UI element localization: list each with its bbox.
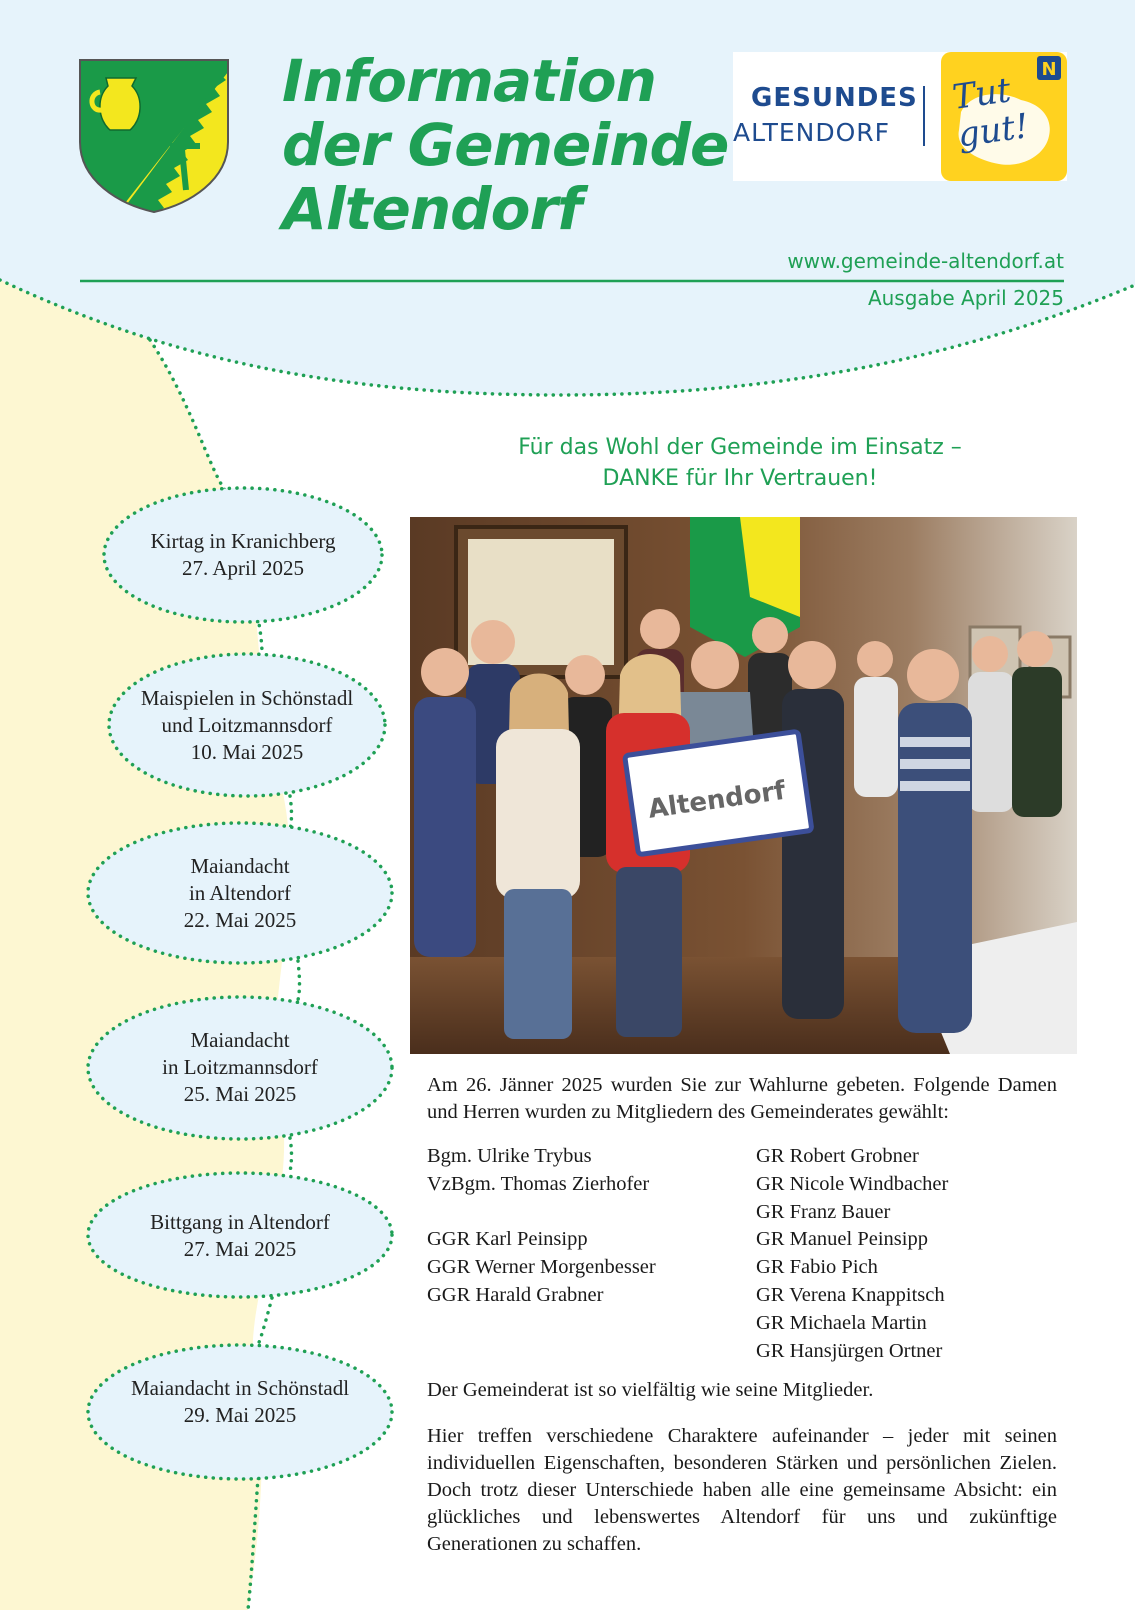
- event-item: [104, 515, 382, 595]
- event-date: 27. April 2025: [182, 556, 304, 580]
- article-paragraph: Hier treffen verschiedene Charaktere aufeinander – jeder mit seinen individuellen Eigenschaften, besonderen Stärken und persönlichen Zielen. Doch trotz dieser Unterschiede haben alle eine gemeinsame Absicht: ein glückliches und lebenswertes Altendorf für uns und zukünftige Generationen zu schaffen.: [427, 1425, 1057, 1555]
- member-gap: [427, 1199, 747, 1227]
- member-name: GR Michaela Martin: [756, 1311, 927, 1334]
- members-left-column: [427, 1143, 747, 1310]
- event-date: 22. Mai 2025: [183, 907, 297, 932]
- event-name: Bittgang in Altendorf: [150, 1210, 330, 1234]
- council-group-photo: [410, 517, 1077, 1054]
- member-name: GR Verena Knappitsch: [756, 1283, 945, 1306]
- page-title-line: Altendorf: [282, 175, 582, 243]
- event-item: [88, 1208, 392, 1264]
- sidebar-dotted-connector: [290, 796, 292, 830]
- member-name: GR Nicole Windbacher: [756, 1172, 949, 1195]
- edition-label: Ausgabe April 2025: [867, 286, 1064, 310]
- event-item: [88, 1374, 392, 1430]
- event-name: Maiandacht in Schönstadl: [130, 1376, 350, 1400]
- headline-line2: DANKE für Ihr Vertrauen!: [602, 466, 878, 491]
- member-name: GGR Karl Peinsipp: [427, 1228, 588, 1251]
- event-item: [109, 683, 385, 767]
- article-intro: Am 26. Jänner 2025 wurden Sie zur Wahlurne gebeten. Folgende Damen und Herren wurden zu Mitgliedern des Gemeinderates gewählt:: [427, 1074, 1057, 1123]
- logo-divider: [923, 86, 925, 146]
- article-headline: [430, 432, 1050, 494]
- page-title-line: der Gemeinde: [282, 111, 729, 179]
- website-link[interactable]: www.gemeinde-altendorf.at: [787, 249, 1064, 273]
- event-name: Maispielen in Schönstadl: [140, 685, 354, 710]
- member-name: Bgm. Ulrike Trybus: [427, 1145, 592, 1167]
- coat-of-arms-icon: [78, 58, 230, 214]
- event-date: 27. Mai 2025: [183, 1237, 297, 1261]
- svg-text:N: N: [1041, 59, 1057, 80]
- event-name: Kirtag in Kranichberg: [150, 529, 336, 553]
- article-paragraph: Der Gemeinderat ist so vielfältig wie seine Mitglieder.: [427, 1379, 874, 1401]
- event-name: in Altendorf: [188, 880, 292, 905]
- member-name: GR Fabio Pich: [756, 1256, 878, 1279]
- gesundes-altendorf-logo: [733, 52, 1067, 181]
- sidebar-dotted-connector: [290, 1138, 292, 1172]
- event-name: Maiandacht: [190, 853, 290, 878]
- event-name: in Loitzmannsdorf: [162, 1054, 318, 1079]
- member-name: VzBgm. Thomas Zierhofer: [427, 1172, 650, 1195]
- sidebar-dotted-connector: [298, 961, 300, 1000]
- event-date: 25. Mai 2025: [183, 1081, 297, 1106]
- event-name: Maiandacht: [190, 1027, 290, 1052]
- logo-line1: GESUNDES: [751, 83, 918, 113]
- headline-line1: Für das Wohl der Gemeinde im Einsatz –: [518, 435, 962, 460]
- photo-sign-text: Altendorf: [646, 775, 788, 825]
- member-name: GGR Werner Morgenbesser: [427, 1256, 656, 1279]
- event-item: [88, 1025, 392, 1109]
- event-date: 29. Mai 2025: [183, 1403, 297, 1427]
- event-item: [88, 851, 392, 935]
- member-name: GR Franz Bauer: [756, 1200, 891, 1223]
- member-name: GR Manuel Peinsipp: [756, 1228, 928, 1251]
- member-name: GR Hansjürgen Ortner: [756, 1339, 943, 1362]
- event-date: 10. Mai 2025: [190, 739, 304, 764]
- member-name: GGR Harald Grabner: [427, 1283, 604, 1306]
- badge-text: Tut gut!: [950, 70, 1032, 156]
- members-right-column: [756, 1143, 1056, 1365]
- sidebar-dotted-connector: [258, 1298, 272, 1345]
- logo-line2: ALTENDORF: [733, 118, 891, 147]
- member-name: GR Robert Grobner: [756, 1145, 919, 1167]
- group-photo-illustration: [410, 517, 1077, 1054]
- page-title-line: Information: [282, 47, 656, 115]
- event-name: und Loitzmannsdorf: [161, 712, 333, 737]
- tut-gut-badge: [941, 52, 1067, 181]
